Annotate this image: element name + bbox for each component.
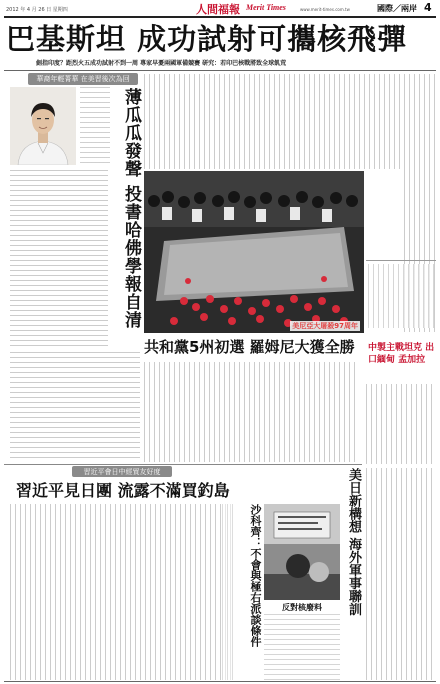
main-photo: [144, 171, 364, 333]
nuclear-waste-caption-title: 反對核廢料: [282, 603, 322, 612]
sarkozy-body: [222, 504, 234, 680]
footer-rule: [4, 681, 436, 682]
main-photo-caption: 美尼亞大屠殺97周年: [292, 322, 358, 330]
nuclear-waste-caption-text: [264, 614, 340, 680]
portrait-illustration: [10, 87, 76, 165]
us-election-headline: 共和黨5州初選 羅姆尼大獲全勝: [144, 338, 355, 356]
website-url: www.merit-times.com.tw: [300, 7, 350, 12]
section-name: 國際／兩岸: [377, 4, 417, 13]
lead-headline: 巴基斯坦 成功試射可攜核飛彈: [6, 22, 408, 56]
memorial-crowd-illustration: [144, 171, 364, 333]
us-election-body: [144, 362, 358, 462]
lead-subheadline: 劍指印度？距烈火五成功試射不到一周 專家早憂兩國軍備競賽 研究：若印巴核戰將致全球飢荒: [36, 60, 287, 67]
profile-intro-text: [80, 87, 110, 165]
sarkozy-headline: 沙科齊：不會與極右派談條件: [249, 504, 262, 647]
us-military-headline: 美日新構想 海外軍事聯訓: [346, 468, 361, 616]
profile-headline: 薄瓜瓜發聲 投書哈佛學報自清: [121, 88, 141, 329]
photo-caption-text: [368, 264, 434, 328]
masthead: [0, 0, 440, 16]
tank-story-headline: 中製主戰坦克 出口緬甸 孟加拉: [368, 343, 435, 365]
profile-photo: [10, 87, 76, 165]
xi-story-body: [10, 504, 232, 680]
header-rule: [4, 16, 436, 18]
xi-story-headline: 習近平見日團 流露不滿買釣島: [16, 481, 230, 500]
mid-rule: [4, 464, 362, 465]
page-number: 4: [424, 1, 432, 14]
profile-body-text-b: [10, 352, 140, 462]
issue-date: 2012 年 4 月 26 日 星期四: [6, 7, 68, 13]
us-military-body: [366, 468, 436, 680]
nuclear-waste-photo: [264, 504, 340, 600]
xi-story-tag: 習近平會日中經貿友好度: [72, 466, 172, 477]
lead-story-body: [144, 74, 402, 169]
tank-story-body: [366, 384, 436, 464]
logo-english: Merit Times: [246, 3, 286, 12]
subhead-rule: [4, 70, 436, 71]
profile-body-text-a: [10, 170, 108, 350]
logo-chinese: 人間福報: [196, 3, 240, 16]
profile-tag: 華裔年輕菁華 在美習後次為回: [28, 73, 138, 85]
protest-illustration: [264, 504, 340, 600]
